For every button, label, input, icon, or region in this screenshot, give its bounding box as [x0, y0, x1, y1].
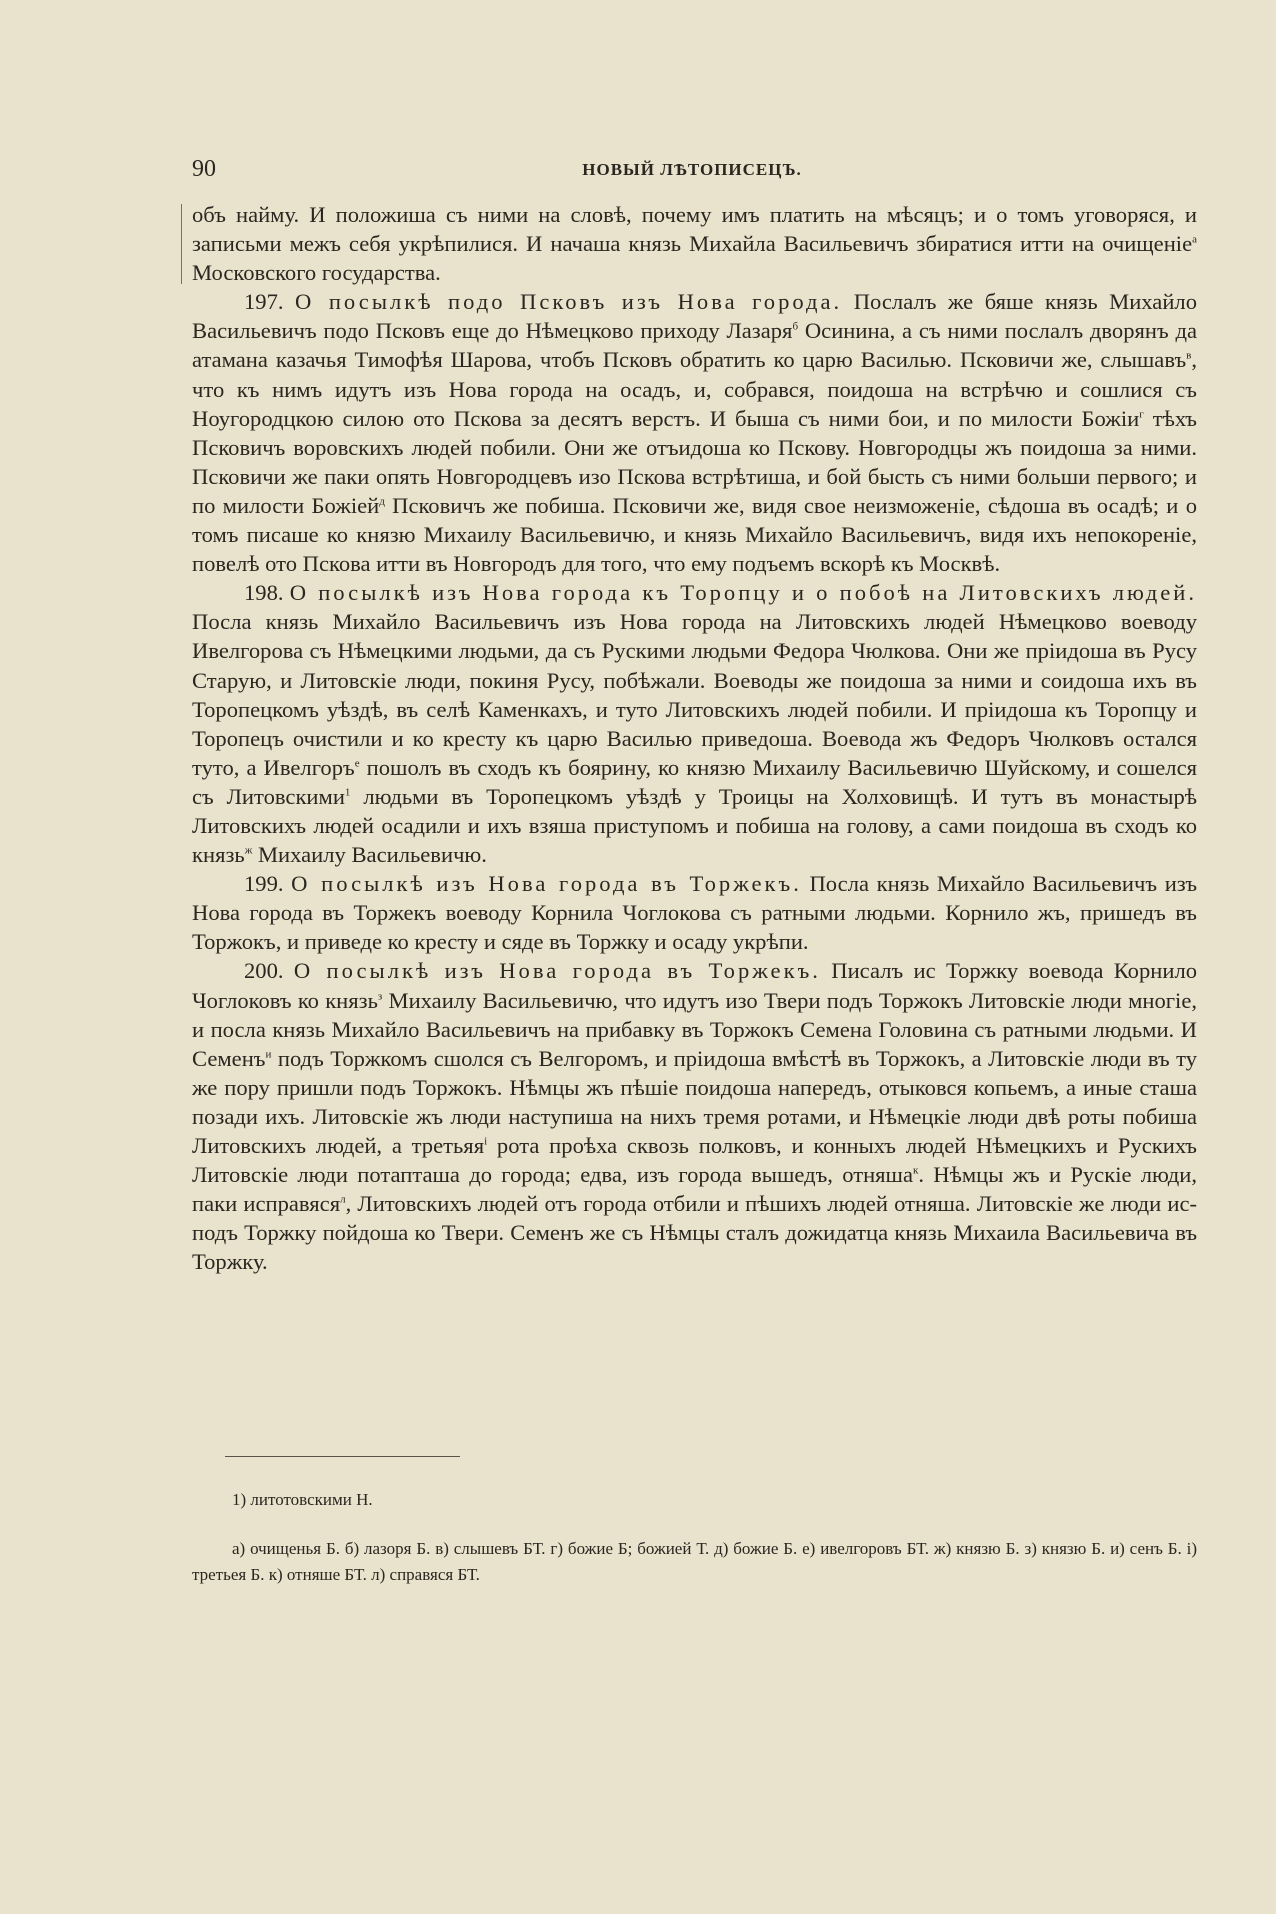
section-number: 198. — [244, 580, 290, 606]
variant-marker: і — [484, 1135, 488, 1148]
variant-marker: к — [913, 1164, 919, 1177]
section-heading: О посылкѣ подо Псковъ изъ Нова города. — [295, 289, 843, 315]
paragraph-continuation: объ найму. И положиша съ ними на словѣ, почему имъ платить на мѣсяцъ; и о томъ уговоряся, и записьми межъ себя укрѣпилися. И начаша князь Михайла Васильевичъ збиратися итти на очищеніе$^а$ Московского государства. — [192, 202, 1197, 286]
section-number: 197. — [244, 289, 296, 315]
paragraph-200: 200. О посылкѣ изъ Нова города въ Торжекъ. Писалъ ис Торжку воевода Корнило Чоглоковъ ко князь$^з$ Михаилу Васильевичю, что идутъ изо Твери подъ Торжокъ Литовскіе люди многіе, и посла князь Михайло Васильевичъ на прибавку въ Торжокъ Семена Головина съ ратными людьми. И Семенъ$^и$ подъ Торжкомъ сшолся съ Велгоромъ, и пріидоша вмѣстѣ въ Торжокъ, а Литовскіе люди въ ту же пору пришли подъ Торжокъ. Нѣмцы жъ пѣшіе поидоша напередъ, отыковся копьемъ, а иные сташа позади ихъ. Литовскіе жъ люди наступиша на нихъ тремя ротами, и Нѣмецкіе люди двѣ роты побиша Литовскихъ людей, а третьяя$^і$ рота проѣха сквозь полковъ, и конныхъ людей Нѣмецкихъ и Рускихъ Литовскіе люди потапташа до города; едва, изъ города вышедъ, отняша$^к$. Нѣмцы жъ и Рускіе люди, паки исправяся$^л$, Литовскихъ людей отъ города отбили и пѣшихъ людей отняша. Литовскіе же люди ис-подъ Торжку пойдоша ко Твери. Семенъ же съ Нѣмцы сталъ дожидатца князь Михаила Васильевича въ Торжку. — [192, 958, 1198, 1275]
page-header — [192, 152, 1192, 188]
variant-marker: е — [354, 757, 360, 770]
variant-marker: д — [379, 495, 385, 508]
variant-readings: а) очищенья Б. б) лазоря Б. в) слышевъ БТ. г) божие Б; божией Т. д) божие Б. е) ивелгоровъ БТ. ж) князю Б. з) князю Б. и) сенъ Б. і) третьея Б. к) отняше БТ. л) справяся БТ. — [192, 1539, 1197, 1584]
variant-marker: ж — [244, 844, 253, 857]
variant-marker: в — [1186, 349, 1192, 362]
section-heading: О посылкѣ изъ Нова города къ Торопцу и о побоѣ на Литовскихъ людей. — [289, 580, 1197, 606]
running-title: НОВЫЙ ЛѢТОПИСЕЦЪ. — [582, 160, 802, 179]
body-text — [192, 200, 1197, 1276]
section-heading: О посылкѣ изъ Нова города въ Торжекъ. — [291, 871, 802, 897]
footnote-divider — [225, 1456, 460, 1457]
variant-marker: и — [265, 1048, 272, 1061]
variant-marker: а — [1192, 233, 1197, 246]
section-number: 200. — [244, 958, 294, 984]
variant-marker: л — [340, 1193, 346, 1206]
variant-marker: з — [377, 990, 383, 1002]
page-number: 90 — [192, 156, 216, 182]
paragraph-198: 198. О посылкѣ изъ Нова города къ Торопцу и о побоѣ на Литовскихъ людей. Посла князь Михайло Васильевичъ изъ Нова города на Литовскихъ людей Нѣмецково воеводу Ивелгорова съ Нѣмецкими людьми, да съ Рускими людьми Федора Чюлкова. Они же пріидоша въ Русу Старую, и Литовскіе люди, покиня Русу, побѣжали. Воеводы же поидоша за ними и соидоша ихъ въ Торопецкомъ уѣздѣ, въ селѣ Каменкахъ, и туто Литовскихъ людей побили. И пріидоша къ Торопцу и Торопецъ очистили и ко кресту къ царю Василью приведоша. Воевода жъ Федоръ Чюлковъ остался туто, а Ивелгоръ$^е$ пошолъ въ сходъ къ боярину, ко князю Михаилу Васильевичю Шуйскому, и сошелся съ Литовскими$^1$ людьми въ Торопецкомъ уѣздѣ у Троицы на Холховищѣ. И тутъ въ монастырѣ Литовскихъ людей осадили и ихъ взяша приступомъ и побиша на голову, а сами поидоша въ сходъ ко князь$^ж$ Михаилу Васильевичю. — [192, 580, 1198, 868]
variant-marker: б — [792, 320, 799, 333]
variant-marker: г — [1139, 408, 1144, 421]
paragraph-199: 199. О посылкѣ изъ Нова города въ Торжекъ. Посла князь Михайло Васильевичъ изъ Нова города въ Торжекъ воеводу Корнила Чоглокова съ ратными людьми. Корнило жъ, пришедъ въ Торжокъ, и приведе ко кресту и сяде въ Торжку и осаду укрѣпи. — [192, 871, 1198, 955]
paragraph-197: 197. О посылкѣ подо Псковъ изъ Нова города. Послалъ же бяше князь Михайло Васильевичъ подо Псковъ еще до Нѣмецково приходу Лазаря$^б$ Осинина, а съ ними послалъ дворянъ да атамана казачья Тимофѣя Шарова, чтобъ Псковъ обратить ко царю Василью. Псковичи же, слышавъ$^в$, что къ нимъ идутъ изъ Нова города на осадъ, и, собрався, поидоша на встрѣчю и сошлися съ Ноугородцкою силою ото Пскова за десятъ верстъ. И быша съ ними бои, и по милости Божіи$^г$ тѣхъ Псковичъ воровскихъ людей побили. Они же отъидоша ко Пскову. Новгородцы жъ поидоша за ними. Псковичи же паки опять Новгородцевъ изо Пскова встрѣтиша, и бой бысть съ ними больши первого; и по милости Божіей$^д$ Псковичъ же побиша. Псковичи же, видя свое неизможеніе, сѣдоша въ осадѣ; и о томъ писаше ко князю Михаилу Васильевичю, и князь Михайло Васильевичъ, видя ихъ непокореніе, повелѣ ото Пскова итти въ Новгородъ для того, что ему подъемъ вскорѣ къ Москвѣ. — [192, 289, 1197, 577]
margin-mark — [181, 204, 182, 284]
footnote-marker: 1 — [344, 786, 351, 799]
section-heading: О посылкѣ изъ Нова города въ Торжекъ. — [293, 958, 821, 984]
section-number: 199. — [244, 871, 292, 897]
footnote-1: 1) литотовскими Н. — [232, 1490, 373, 1509]
